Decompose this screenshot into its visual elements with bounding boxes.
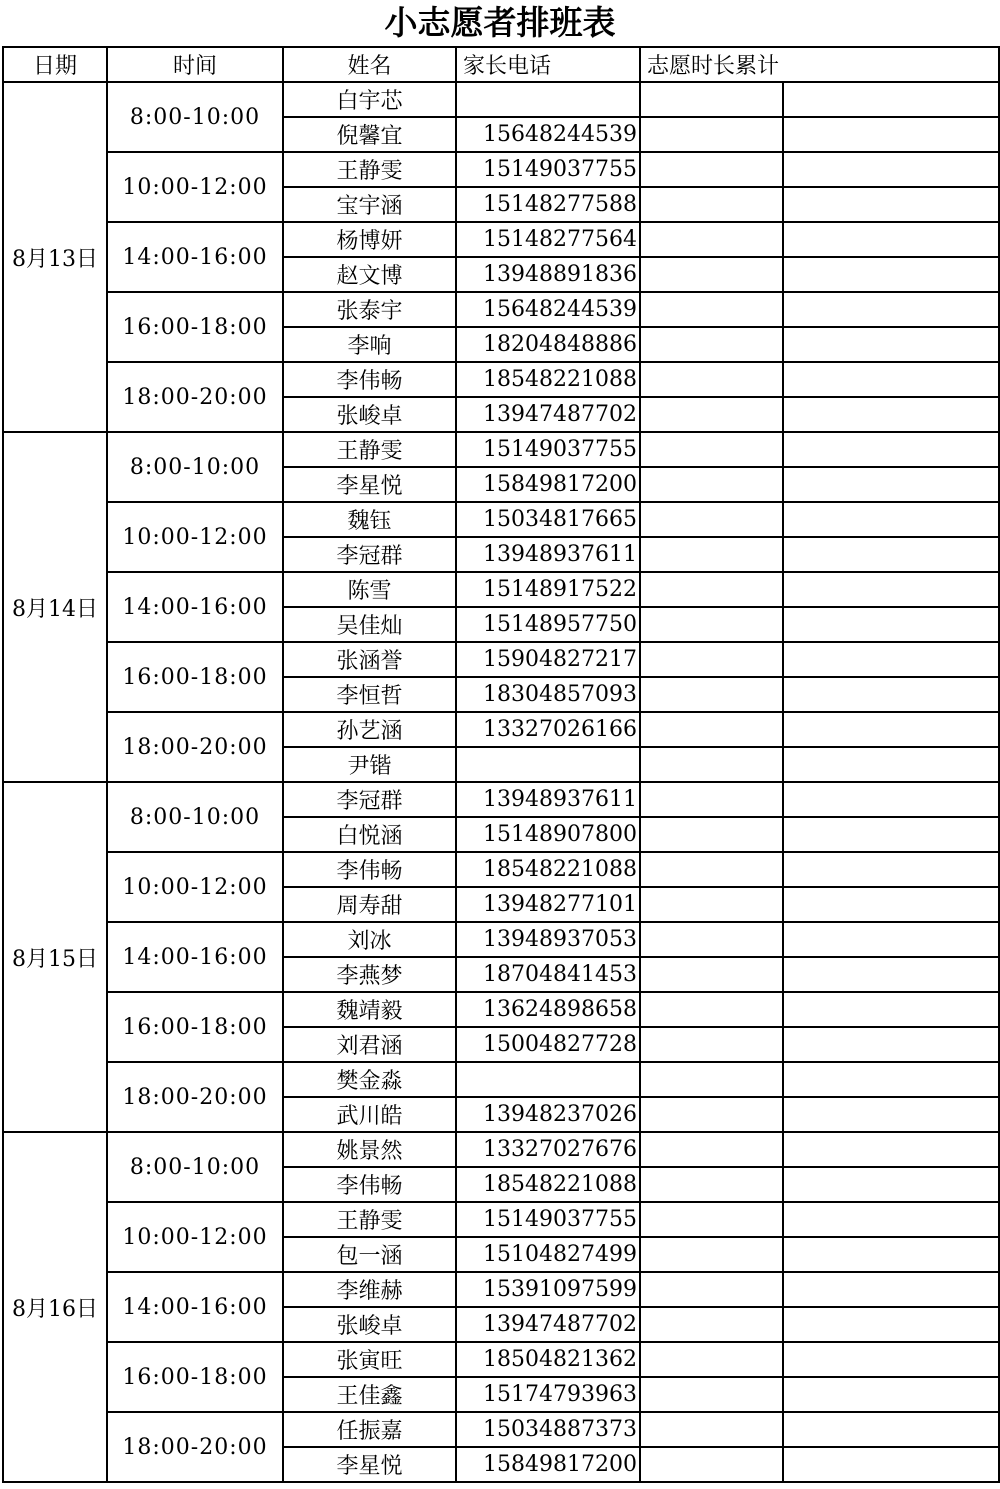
phone-cell: 13327026166 bbox=[456, 712, 640, 747]
blank-cell bbox=[783, 467, 999, 502]
name-cell: 姚景然 bbox=[283, 1132, 456, 1167]
name-cell: 李冠群 bbox=[283, 537, 456, 572]
time-slot-cell: 10:00-12:00 bbox=[107, 852, 283, 922]
name-cell: 宝宇涵 bbox=[283, 187, 456, 222]
blank-cell bbox=[783, 607, 999, 642]
name-cell: 李伟畅 bbox=[283, 362, 456, 397]
date-cell: 8月15日 bbox=[3, 782, 107, 1132]
hours-cell bbox=[640, 467, 783, 502]
time-slot-cell: 16:00-18:00 bbox=[107, 1342, 283, 1412]
blank-cell bbox=[783, 642, 999, 677]
hours-cell bbox=[640, 1342, 783, 1377]
phone-cell: 18204848886 bbox=[456, 327, 640, 362]
hours-cell bbox=[640, 257, 783, 292]
table-row bbox=[3, 152, 999, 187]
phone-cell: 18304857093 bbox=[456, 677, 640, 712]
name-cell: 王静雯 bbox=[283, 1202, 456, 1237]
name-cell: 倪馨宜 bbox=[283, 117, 456, 152]
blank-cell bbox=[783, 1237, 999, 1272]
time-slot-cell: 16:00-18:00 bbox=[107, 642, 283, 712]
name-cell: 李星悦 bbox=[283, 1447, 456, 1482]
phone-cell: 18704841453 bbox=[456, 957, 640, 992]
phone-cell: 13948937053 bbox=[456, 922, 640, 957]
name-cell: 杨博妍 bbox=[283, 222, 456, 257]
hours-cell bbox=[640, 1377, 783, 1412]
blank-cell bbox=[783, 1377, 999, 1412]
date-cell: 8月13日 bbox=[3, 82, 107, 432]
blank-cell bbox=[783, 572, 999, 607]
phone-cell: 18548221088 bbox=[456, 362, 640, 397]
table-row bbox=[3, 922, 999, 957]
name-cell: 张峻卓 bbox=[283, 1307, 456, 1342]
hours-cell bbox=[640, 1097, 783, 1132]
name-cell: 樊金淼 bbox=[283, 1062, 456, 1097]
name-cell: 李维赫 bbox=[283, 1272, 456, 1307]
hours-cell bbox=[640, 782, 783, 817]
phone-cell: 13624898658 bbox=[456, 992, 640, 1027]
blank-cell bbox=[783, 852, 999, 887]
phone-cell: 13327027676 bbox=[456, 1132, 640, 1167]
hours-cell bbox=[640, 817, 783, 852]
name-cell: 任振嘉 bbox=[283, 1412, 456, 1447]
hours-cell bbox=[640, 1132, 783, 1167]
hours-cell bbox=[640, 712, 783, 747]
header-row bbox=[3, 47, 999, 82]
table-row bbox=[3, 432, 999, 467]
phone-cell: 13948937611 bbox=[456, 782, 640, 817]
table-row bbox=[3, 1272, 999, 1307]
header-date: 日期 bbox=[3, 47, 107, 82]
phone-cell: 15104827499 bbox=[456, 1237, 640, 1272]
time-slot-cell: 10:00-12:00 bbox=[107, 502, 283, 572]
hours-cell bbox=[640, 362, 783, 397]
phone-cell bbox=[456, 747, 640, 782]
blank-cell bbox=[783, 1027, 999, 1062]
hours-cell bbox=[640, 1062, 783, 1097]
blank-cell bbox=[783, 1132, 999, 1167]
blank-cell bbox=[783, 187, 999, 222]
hours-cell bbox=[640, 887, 783, 922]
time-slot-cell: 18:00-20:00 bbox=[107, 712, 283, 782]
blank-cell bbox=[783, 922, 999, 957]
phone-cell: 15648244539 bbox=[456, 117, 640, 152]
name-cell: 魏钰 bbox=[283, 502, 456, 537]
table-row bbox=[3, 992, 999, 1027]
phone-cell: 15149037755 bbox=[456, 1202, 640, 1237]
name-cell: 王佳鑫 bbox=[283, 1377, 456, 1412]
blank-cell bbox=[783, 1202, 999, 1237]
hours-cell bbox=[640, 82, 783, 117]
name-cell: 刘冰 bbox=[283, 922, 456, 957]
table-row bbox=[3, 222, 999, 257]
name-cell: 周寿甜 bbox=[283, 887, 456, 922]
hours-cell bbox=[640, 222, 783, 257]
name-cell: 赵文博 bbox=[283, 257, 456, 292]
hours-cell bbox=[640, 1202, 783, 1237]
header-time: 时间 bbox=[107, 47, 283, 82]
blank-cell bbox=[783, 1272, 999, 1307]
table-row bbox=[3, 712, 999, 747]
name-cell: 张泰宇 bbox=[283, 292, 456, 327]
hours-cell bbox=[640, 922, 783, 957]
header-hours: 志愿时长累计 bbox=[640, 47, 999, 82]
name-cell: 陈雪 bbox=[283, 572, 456, 607]
time-slot-cell: 14:00-16:00 bbox=[107, 572, 283, 642]
time-slot-cell: 18:00-20:00 bbox=[107, 362, 283, 432]
name-cell: 白悦涵 bbox=[283, 817, 456, 852]
blank-cell bbox=[783, 362, 999, 397]
phone-cell: 15148957750 bbox=[456, 607, 640, 642]
page-title: 小志愿者排班表 bbox=[384, 3, 616, 42]
name-cell: 李伟畅 bbox=[283, 1167, 456, 1202]
phone-cell: 13948891836 bbox=[456, 257, 640, 292]
name-cell: 王静雯 bbox=[283, 152, 456, 187]
blank-cell bbox=[783, 677, 999, 712]
phone-cell: 15148917522 bbox=[456, 572, 640, 607]
phone-cell: 15149037755 bbox=[456, 432, 640, 467]
time-slot-cell: 14:00-16:00 bbox=[107, 922, 283, 992]
name-cell: 李燕梦 bbox=[283, 957, 456, 992]
name-cell: 孙艺涵 bbox=[283, 712, 456, 747]
blank-cell bbox=[783, 1342, 999, 1377]
phone-cell: 15849817200 bbox=[456, 467, 640, 502]
blank-cell bbox=[783, 117, 999, 152]
time-slot-cell: 14:00-16:00 bbox=[107, 1272, 283, 1342]
blank-cell bbox=[783, 1447, 999, 1482]
phone-cell: 15034817665 bbox=[456, 502, 640, 537]
phone-cell: 15034887373 bbox=[456, 1412, 640, 1447]
table-row bbox=[3, 82, 999, 117]
blank-cell bbox=[783, 327, 999, 362]
phone-cell: 18504821362 bbox=[456, 1342, 640, 1377]
phone-cell: 15004827728 bbox=[456, 1027, 640, 1062]
time-slot-cell: 10:00-12:00 bbox=[107, 1202, 283, 1272]
hours-cell bbox=[640, 642, 783, 677]
blank-cell bbox=[783, 887, 999, 922]
name-cell: 张涵誉 bbox=[283, 642, 456, 677]
table-row bbox=[3, 572, 999, 607]
hours-cell bbox=[640, 502, 783, 537]
time-slot-cell: 14:00-16:00 bbox=[107, 222, 283, 292]
schedule-table bbox=[2, 46, 1000, 1483]
table-row bbox=[3, 782, 999, 817]
phone-cell: 15904827217 bbox=[456, 642, 640, 677]
phone-cell: 18548221088 bbox=[456, 1167, 640, 1202]
date-cell: 8月14日 bbox=[3, 432, 107, 782]
name-cell: 李恒哲 bbox=[283, 677, 456, 712]
name-cell: 包一涵 bbox=[283, 1237, 456, 1272]
hours-cell bbox=[640, 117, 783, 152]
phone-cell: 15148907800 bbox=[456, 817, 640, 852]
phone-cell: 15391097599 bbox=[456, 1272, 640, 1307]
hours-cell bbox=[640, 292, 783, 327]
name-cell: 尹锴 bbox=[283, 747, 456, 782]
hours-cell bbox=[640, 1237, 783, 1272]
blank-cell bbox=[783, 222, 999, 257]
name-cell: 吴佳灿 bbox=[283, 607, 456, 642]
table-row bbox=[3, 502, 999, 537]
phone-cell: 13948237026 bbox=[456, 1097, 640, 1132]
name-cell: 张峻卓 bbox=[283, 397, 456, 432]
hours-cell bbox=[640, 1307, 783, 1342]
phone-cell: 15174793963 bbox=[456, 1377, 640, 1412]
time-slot-cell: 8:00-10:00 bbox=[107, 432, 283, 502]
table-row bbox=[3, 1062, 999, 1097]
blank-cell bbox=[783, 1167, 999, 1202]
hours-cell bbox=[640, 1447, 783, 1482]
blank-cell bbox=[783, 502, 999, 537]
table-row bbox=[3, 292, 999, 327]
blank-cell bbox=[783, 152, 999, 187]
name-cell: 武川皓 bbox=[283, 1097, 456, 1132]
hours-cell bbox=[640, 852, 783, 887]
phone-cell: 15148277564 bbox=[456, 222, 640, 257]
blank-cell bbox=[783, 537, 999, 572]
hours-cell bbox=[640, 1027, 783, 1062]
hours-cell bbox=[640, 747, 783, 782]
blank-cell bbox=[783, 992, 999, 1027]
hours-cell bbox=[640, 187, 783, 222]
phone-cell bbox=[456, 82, 640, 117]
blank-cell bbox=[783, 1307, 999, 1342]
blank-cell bbox=[783, 1097, 999, 1132]
phone-cell: 13948937611 bbox=[456, 537, 640, 572]
time-slot-cell: 10:00-12:00 bbox=[107, 152, 283, 222]
phone-cell: 18548221088 bbox=[456, 852, 640, 887]
hours-cell bbox=[640, 152, 783, 187]
name-cell: 李冠群 bbox=[283, 782, 456, 817]
hours-cell bbox=[640, 432, 783, 467]
time-slot-cell: 16:00-18:00 bbox=[107, 292, 283, 362]
name-cell: 李响 bbox=[283, 327, 456, 362]
blank-cell bbox=[783, 292, 999, 327]
hours-cell bbox=[640, 607, 783, 642]
hours-cell bbox=[640, 537, 783, 572]
hours-cell bbox=[640, 327, 783, 362]
name-cell: 王静雯 bbox=[283, 432, 456, 467]
phone-cell: 13947487702 bbox=[456, 1307, 640, 1342]
phone-cell: 15849817200 bbox=[456, 1447, 640, 1482]
time-slot-cell: 8:00-10:00 bbox=[107, 1132, 283, 1202]
table-row bbox=[3, 362, 999, 397]
phone-cell bbox=[456, 1062, 640, 1097]
table-row bbox=[3, 852, 999, 887]
hours-cell bbox=[640, 572, 783, 607]
phone-cell: 15648244539 bbox=[456, 292, 640, 327]
blank-cell bbox=[783, 257, 999, 292]
hours-cell bbox=[640, 1272, 783, 1307]
blank-cell bbox=[783, 1412, 999, 1447]
phone-cell: 13947487702 bbox=[456, 397, 640, 432]
blank-cell bbox=[783, 1062, 999, 1097]
time-slot-cell: 16:00-18:00 bbox=[107, 992, 283, 1062]
name-cell: 刘君涵 bbox=[283, 1027, 456, 1062]
time-slot-cell: 18:00-20:00 bbox=[107, 1412, 283, 1482]
blank-cell bbox=[783, 747, 999, 782]
date-cell: 8月16日 bbox=[3, 1132, 107, 1482]
blank-cell bbox=[783, 957, 999, 992]
name-cell: 李伟畅 bbox=[283, 852, 456, 887]
name-cell: 张寅旺 bbox=[283, 1342, 456, 1377]
table-row bbox=[3, 1202, 999, 1237]
hours-cell bbox=[640, 992, 783, 1027]
time-slot-cell: 8:00-10:00 bbox=[107, 82, 283, 152]
hours-cell bbox=[640, 957, 783, 992]
table-row bbox=[3, 1412, 999, 1447]
name-cell: 魏靖毅 bbox=[283, 992, 456, 1027]
phone-cell: 15149037755 bbox=[456, 152, 640, 187]
blank-cell bbox=[783, 712, 999, 747]
hours-cell bbox=[640, 1412, 783, 1447]
blank-cell bbox=[783, 82, 999, 117]
header-phone: 家长电话 bbox=[456, 47, 640, 82]
table-row bbox=[3, 1342, 999, 1377]
hours-cell bbox=[640, 397, 783, 432]
phone-cell: 13948277101 bbox=[456, 887, 640, 922]
hours-cell bbox=[640, 677, 783, 712]
phone-cell: 15148277588 bbox=[456, 187, 640, 222]
table-row bbox=[3, 642, 999, 677]
hours-cell bbox=[640, 1167, 783, 1202]
name-cell: 李星悦 bbox=[283, 467, 456, 502]
blank-cell bbox=[783, 817, 999, 852]
blank-cell bbox=[783, 397, 999, 432]
blank-cell bbox=[783, 782, 999, 817]
time-slot-cell: 8:00-10:00 bbox=[107, 782, 283, 852]
blank-cell bbox=[783, 432, 999, 467]
table-row bbox=[3, 1132, 999, 1167]
header-name: 姓名 bbox=[283, 47, 456, 82]
name-cell: 白宇芯 bbox=[283, 82, 456, 117]
time-slot-cell: 18:00-20:00 bbox=[107, 1062, 283, 1132]
